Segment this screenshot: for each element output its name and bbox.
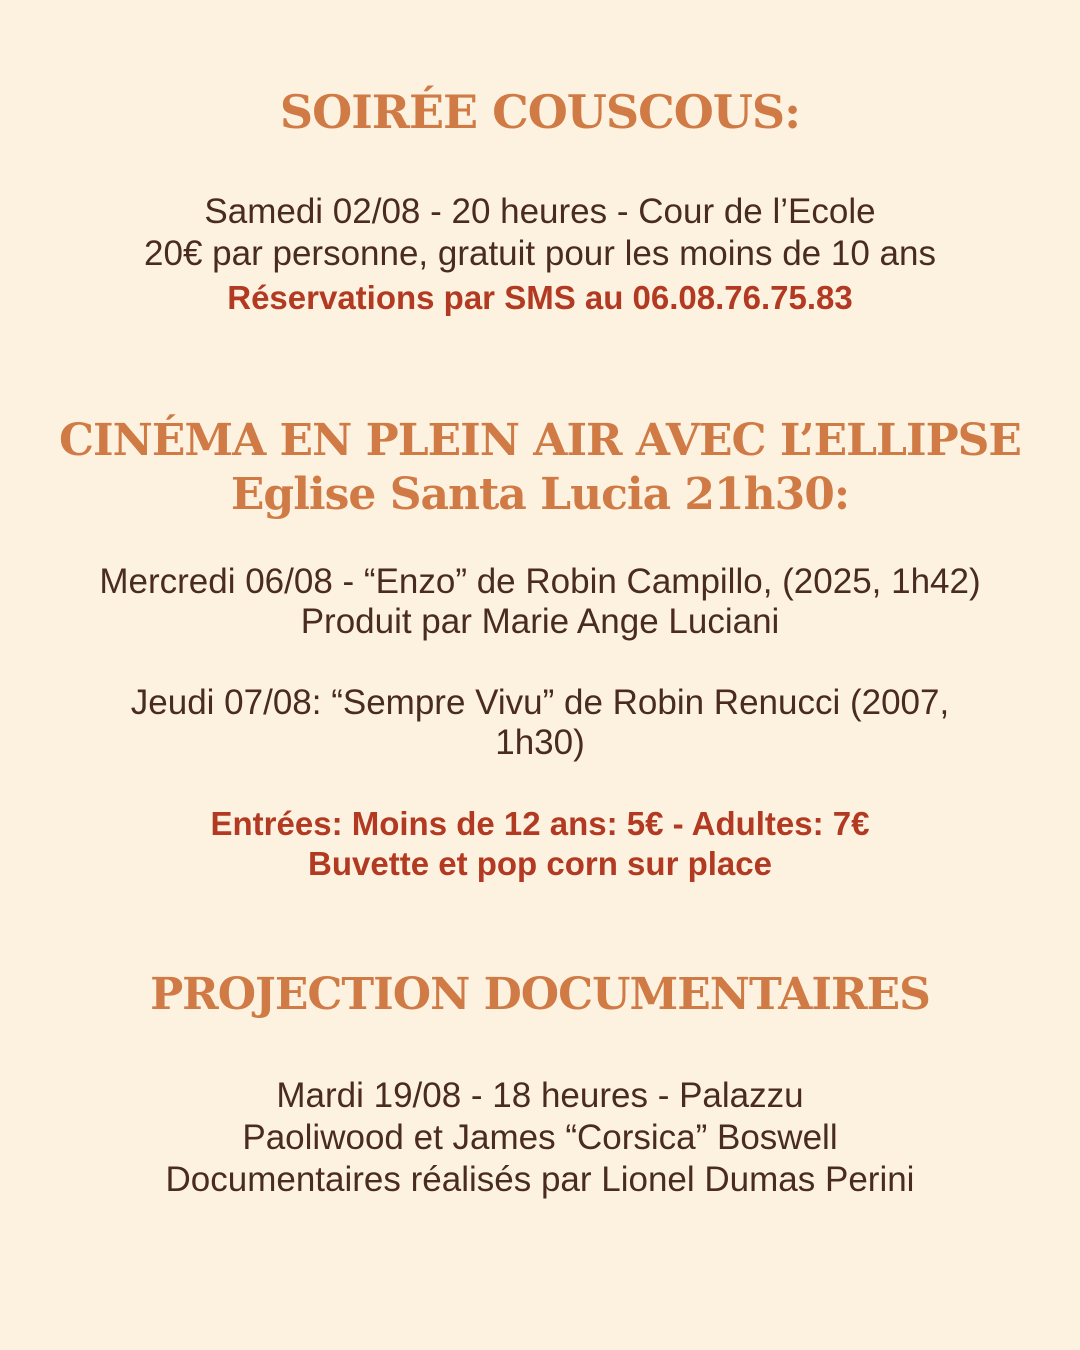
documentaires-director-line: Documentaires réalisés par Lionel Dumas Perini — [165, 1160, 915, 1199]
cinema-subtitle: Eglise Santa Lucia 21h30: — [230, 469, 850, 520]
film-2-title: Jeudi 07/08: “Sempre Vivu” de Robin Renucci (2007, — [130, 683, 950, 722]
couscous-section — [0, 84, 1080, 140]
film-1-producer: Produit par Marie Ange Luciani — [300, 602, 780, 641]
film-2-duration: 1h30) — [495, 723, 585, 762]
cinema-section — [0, 414, 1080, 522]
couscous-details — [0, 191, 1080, 321]
cinema-title: CINÉMA EN PLEIN AIR AVEC L’ELLIPSE — [59, 415, 1021, 466]
cinema-film-1 — [0, 562, 1080, 642]
film-1-title: Mercredi 06/08 - “Enzo” de Robin Campillo, (2025, 1h42) — [99, 562, 981, 601]
cinema-entry-prices: Entrées: Moins de 12 ans: 5€ - Adultes: 7€ — [210, 805, 870, 842]
cinema-prices — [0, 804, 1080, 884]
cinema-film-2 — [0, 683, 1080, 763]
couscous-date-line: Samedi 02/08 - 20 heures - Cour de l’Ecole — [204, 192, 876, 231]
documentaires-title: PROJECTION DOCUMENTAIRES — [150, 969, 930, 1020]
documentaires-date-line: Mardi 19/08 - 18 heures - Palazzu — [276, 1076, 804, 1115]
couscous-reservation: Réservations par SMS au 06.08.76.75.83 — [227, 279, 853, 316]
documentaires-titles-line: Paoliwood et James “Corsica” Boswell — [242, 1118, 838, 1157]
couscous-price-line: 20€ par personne, gratuit pour les moins de 10 ans — [144, 234, 936, 273]
documentaires-section — [0, 967, 1080, 1023]
documentaires-details — [0, 1075, 1080, 1201]
couscous-title: SOIRÉE COUSCOUS: — [279, 85, 801, 139]
cinema-buvette: Buvette et pop corn sur place — [308, 845, 772, 882]
